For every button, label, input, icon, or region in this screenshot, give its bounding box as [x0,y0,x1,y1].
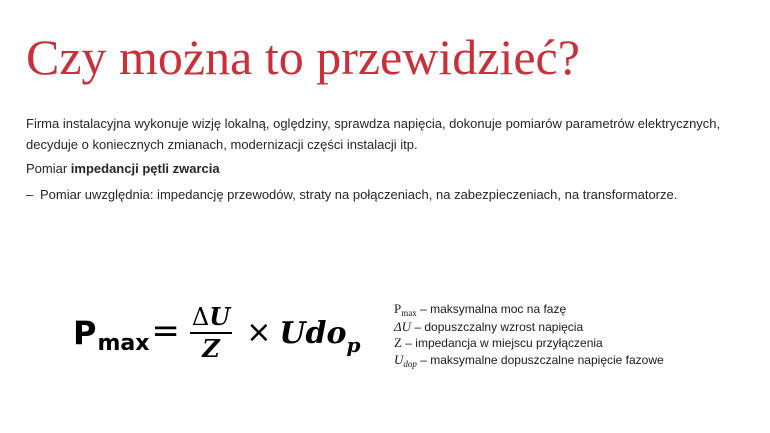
paragraph-measurement-bold: impedancji pętli zwarcia [70,161,220,176]
bullet-dash: – [26,187,34,202]
legend-symbol: ΔU [394,318,412,334]
paragraph-site-inspection: Firma instalacyjna wykonuje wizję lokalną, oględziny, sprawdza napięcia, dokonuje pomiarów parametrów elektrycznych, decyduje o koniecznych zmianach, modernizacji części instalacji itp. [26,116,721,152]
legend-row-udop [394,352,664,370]
legend-symbol: Z [394,335,402,350]
legend-row-z [394,335,664,352]
legend-subscript: dop [403,358,417,369]
legend-subscript: max [401,308,417,318]
power-formula [73,298,360,368]
formula-lhs-subscript: max [97,330,150,356]
formula-numerator-symbol: U [209,302,231,331]
formula-factor-subscript: p [346,333,361,357]
legend-text: – maksymalna moc na fazę [416,302,567,316]
formula-numerator [190,303,232,331]
paragraph-measurement-prefix: Pomiar [26,161,71,176]
formula-factor: Udo [279,315,347,351]
legend-text: – dopuszczalny wzrost napięcia [411,319,584,334]
legend-text: – maksymalne dopuszczalne napięcie fazowe [416,352,664,367]
formula-legend [394,301,664,369]
paragraph-measurement [26,160,746,178]
formula-times: × [246,314,272,350]
bullet-text: Pomiar uwzględnia: impedancję przewodów, straty na połączeniach, na zabezpieczeniach, na transformatorze. [40,187,678,202]
formula-fraction [190,303,232,363]
formula-denominator: Z [202,334,220,363]
bullet-item [26,186,746,204]
legend-symbol: U [394,351,404,367]
formula-equals: = [151,311,180,351]
legend-row-delta-u [394,319,664,336]
formula-delta: Δ [191,303,210,331]
slide-title: Czy można to przewidzieć? [26,29,580,85]
formula-lhs-symbol: P [73,314,97,352]
legend-text: – impedancja w miejscu przyłączenia [401,336,603,350]
legend-row-pmax [394,301,664,319]
legend-symbol: P [394,301,402,316]
